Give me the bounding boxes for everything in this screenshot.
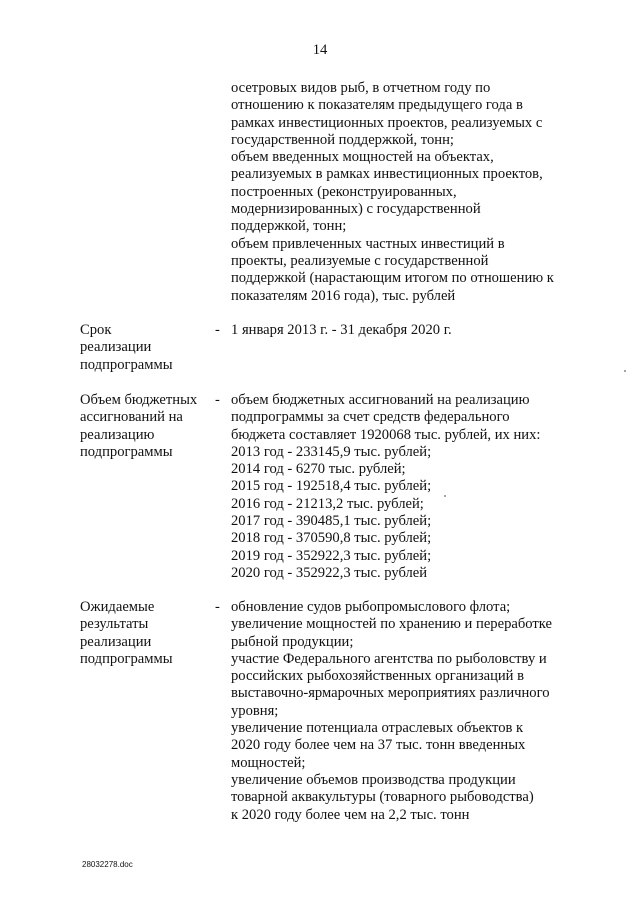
value-line: 1 января 2013 г. - 31 декабря 2020 г. — [231, 322, 452, 338]
value-line: бюджета составляет 1920068 тыс. рублей, их них: — [231, 426, 541, 443]
label-line: подпрограммы — [80, 443, 173, 460]
value-line: 2020 году более чем на 37 тыс. тонн введенных — [231, 737, 526, 754]
value-line: товарной аквакультуры (товарного рыбоводства) — [231, 789, 534, 806]
continuation-line: реализуемых в рамках инвестиционных проектов, — [231, 166, 543, 183]
value-line: обновление судов рыбопромыслового флота; — [231, 599, 511, 615]
scan-speck — [444, 495, 446, 497]
continuation-line: государственной поддержкой, тонн; — [231, 131, 454, 148]
row-label — [80, 599, 210, 668]
value-line: участие Федерального агентства по рыболовству и — [231, 650, 547, 667]
label-line: реализацию — [80, 426, 155, 443]
value-line: увеличение мощностей по хранению и переработке — [231, 616, 552, 633]
continuation-line: показателям 2016 года), тыс. рублей — [231, 287, 456, 304]
scan-speck — [624, 370, 626, 372]
continuation-line: отношению к показателям предыдущего года в — [231, 97, 523, 114]
value-line: российских рыбохозяйственных организаций в — [231, 668, 525, 685]
label-line: Ожидаемые — [80, 599, 155, 615]
label-line: реализации — [80, 339, 152, 356]
row-dash: - — [215, 392, 220, 408]
label-line: подпрограммы — [80, 650, 173, 667]
value-line: к 2020 году более чем на 2,2 тыс. тонн — [231, 806, 470, 823]
value-line: 2015 год - 192518,4 тыс. рублей; — [231, 478, 432, 495]
value-line: выставочно-ярмарочных мероприятиях различного — [231, 685, 550, 702]
continuation-line: рамках инвестиционных проектов, реализуемых с — [231, 114, 543, 131]
continuation-text — [231, 80, 591, 305]
label-line: ассигнований на — [80, 409, 183, 426]
label-line: Объем бюджетных — [80, 392, 198, 408]
footer-filename: 28032278.doc — [82, 860, 133, 869]
continuation-line: объем привлеченных частных инвестиций в — [231, 235, 505, 252]
value-line: мощностей; — [231, 754, 306, 771]
value-line: объем бюджетных ассигнований на реализацию — [231, 392, 530, 408]
row-value — [231, 322, 596, 339]
value-line: 2013 год - 233145,9 тыс. рублей; — [231, 443, 432, 460]
value-line: 2020 год - 352922,3 тыс. рублей — [231, 564, 428, 581]
continuation-line: построенных (реконструированных, — [231, 183, 457, 200]
label-line: Срок — [80, 322, 112, 338]
row-value — [231, 599, 596, 824]
value-line: подпрограммы за счет средств федерального — [231, 409, 510, 426]
value-line: рыбной продукции; — [231, 633, 354, 650]
label-line: подпрограммы — [80, 356, 173, 373]
continuation-line: модернизированных) с государственной — [231, 201, 481, 218]
continuation-line: поддержкой, тонн; — [231, 218, 347, 235]
value-line: уровня; — [231, 702, 279, 719]
row-dash: - — [215, 322, 220, 338]
value-line: 2016 год - 21213,2 тыс. рублей; — [231, 495, 424, 512]
value-line: 2018 год - 370590,8 тыс. рублей; — [231, 530, 432, 547]
row-dash: - — [215, 599, 220, 615]
continuation-line: осетровых видов рыб, в отчетном году по — [231, 80, 491, 96]
row-value — [231, 392, 596, 582]
value-line: увеличение объемов производства продукции — [231, 771, 516, 788]
label-line: реализации — [80, 633, 152, 650]
continuation-line: объем введенных мощностей на объектах, — [231, 149, 494, 166]
label-line: результаты — [80, 616, 149, 633]
row-label — [80, 322, 210, 374]
continuation-line: поддержкой (нарастающим итогом по отношению к — [231, 270, 554, 287]
value-line: 2014 год - 6270 тыс. рублей; — [231, 461, 406, 478]
value-line: 2019 год - 352922,3 тыс. рублей; — [231, 547, 432, 564]
continuation-line: проекты, реализуемые с государственной — [231, 252, 489, 269]
row-label — [80, 392, 210, 461]
value-line: увеличение потенциала отраслевых объектов к — [231, 720, 524, 737]
page-number: 14 — [312, 42, 328, 58]
value-line: 2017 год - 390485,1 тыс. рублей; — [231, 513, 432, 530]
